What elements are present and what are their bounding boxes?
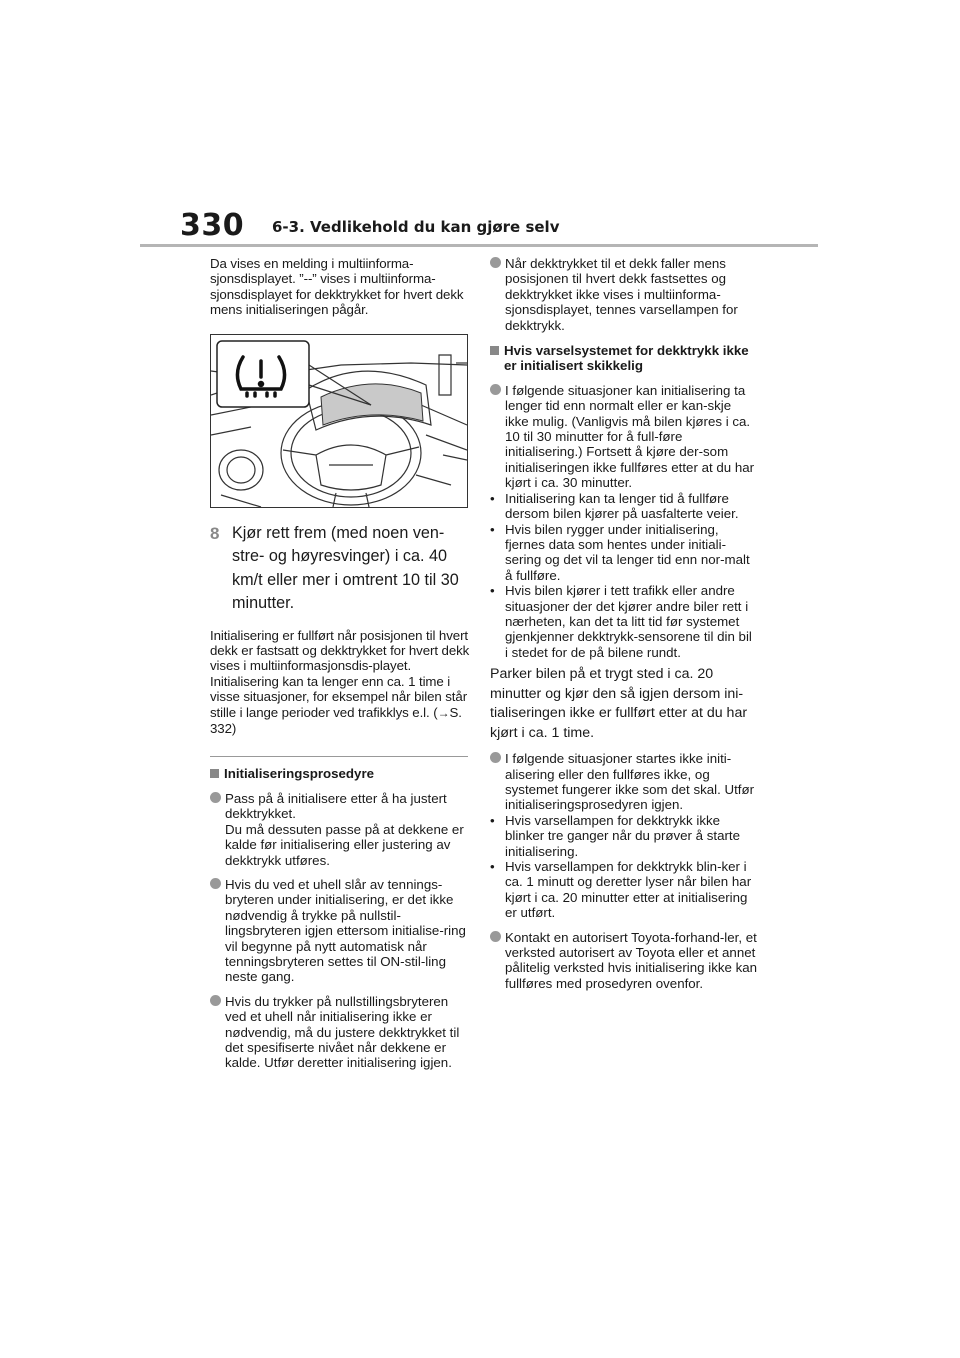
procedure-heading [210, 766, 472, 781]
dash-item [490, 522, 758, 584]
step-8 [210, 522, 472, 616]
dash-text: Hvis varsellampen for dekktrykk blin-ker i ca. 1 minutt og deretter lyser når bilen har kjørt i ca. 20 minutter etter at initialisering er utført. [505, 859, 752, 921]
step-text: Kjør rett frem (med noen ven-stre- og høyresvinger) i ca. 40 km/t eller mer i omtrent 10 til 30 minutter. [232, 523, 459, 613]
right-column [490, 256, 758, 991]
bullet-text: Pass på å initialisere etter å ha justert dekktrykket. Du må dessuten passe på at dekkene er kalde før initialisering eller justering av dekktrykk utføres. [225, 790, 464, 868]
bullet-text: I følgende situasjoner kan initialisering ta lenger tid enn normalt eller er kan-skje ikke mulig. (Vanligvis må bilen kjøres i ca. 10 til 30 minutter for å full-føre initialisering.) Fortsett å kjøre der-som initialiseringen ikke fullføres etter at du har kjørt i ca. 30 minutter. [505, 382, 755, 491]
failure-heading-text: Hvis varselsystemet for dekktrykk ikke er initialisert skikkelig [504, 343, 749, 374]
bullet-text: Hvis du trykker på nullstillingsbryteren ved et uhell når initialisering ikke er nødvendig, må du justere dekktrykket til det spesifiserte nivået når dekkene er kalde. Utfør deretter initialisering igjen. [225, 993, 460, 1071]
bullet-item [490, 930, 758, 992]
dashboard-illustration [210, 334, 468, 508]
step-note-text: Initialisering er fullført når posisjonen til hvert dekk er fastsatt og dekktrykket for hvert dekk vises i multiinformasjonsdis-playet. Initialisering kan ta lenger enn ca. 1 time i visse situasjoner, for eksempel når bilen står stille i lange perioder ved trafikklys e.l. ( [210, 627, 470, 720]
circle-bullet-icon [490, 931, 501, 942]
page-number: 330 [180, 208, 245, 243]
step-number: 8 [210, 523, 220, 543]
square-bullet-icon [490, 346, 499, 355]
bullet-item [490, 383, 758, 491]
step-note [210, 628, 472, 737]
bullet-text: Kontakt en autorisert Toyota-forhand-ler, et verksted autorisert av Toyota eller et annet pålitelig verksted hvis initialisering ikke kan fullføres med prosedyren ovenfor. [505, 929, 758, 991]
dash-bullet: • [490, 812, 495, 828]
dash-text: Hvis bilen rygger under initialisering, fjernes data som hentes under initiali-sering og det vil ta lenger tid enn nor-malt å fullføre. [505, 521, 750, 583]
bullet-item [210, 994, 472, 1071]
bullet-text: Hvis du ved et uhell slår av tennings-bryteren under initialisering, er det ikke nødvendig å trykke på nullstil-lingsbryteren igjen ettersom initialise-ring vil begynne på nytt automatisk når tenningsbryteren settes til ON-stil-ling neste gang. [225, 876, 466, 985]
bullet-item [210, 791, 472, 868]
left-column [210, 256, 472, 1071]
section-title: 6-3. Vedlikehold du kan gjøre selv [272, 218, 560, 236]
dashboard-drawing [211, 335, 467, 507]
bullet-text: I følgende situasjoner startes ikke initi-alisering eller den fullføres ikke, og systemet fungerer ikke som det skal. Utfør initialiseringsprosedyren igjen. [505, 751, 755, 813]
circle-bullet-icon [210, 792, 221, 803]
circle-bullet-icon [490, 384, 501, 395]
dash-bullet: • [490, 859, 495, 874]
section-divider [210, 756, 468, 757]
intro-paragraph: Da vises en melding i multiinforma-sjonsdisplayet. ”--” vises i multiinforma-sjonsdisplayet for dekktrykket for hvert dekk mens initialiseringen pågår. [210, 256, 464, 318]
circle-bullet-icon [490, 752, 501, 763]
dash-text: Hvis varsellampen for dekktrykk ikke blinker tre ganger når du prøver å starte initialisering. [505, 812, 741, 859]
page-header [0, 0, 960, 250]
dash-item [490, 813, 758, 859]
page-reference[interactable]: S. 332) [210, 704, 462, 737]
header-divider [140, 244, 818, 247]
circle-bullet-icon [490, 257, 501, 268]
dash-bullet: • [490, 521, 495, 537]
dash-text: Initialisering kan ta lenger tid å fullføre dersom bilen kjører på uasfalterte veier. [505, 490, 739, 522]
circle-bullet-icon [210, 995, 221, 1006]
bullet-text: Når dekktrykket til et dekk faller mens posisjonen til hvert dekk fastsettes og dekktrykket ikke vises i multiinforma-sjonsdisplayet, tennes varsellampen for dekktrykk. [505, 256, 738, 333]
park-paragraph: Parker bilen på et trygt sted i ca. 20 minutter og kjør den så igjen dersom ini-tialiseringen ikke er fullført etter at du har kjørt i ca. 1 time. [490, 666, 748, 741]
square-bullet-icon [210, 769, 219, 778]
dash-text: Hvis bilen kjører i tett trafikk eller andre situasjoner der det kjører andre biler rett i nærheten, kan det ta litt tid før systemet gjenkjenner dekktrykk-sensorene til din bil i stedet for de på bilene rundt. [505, 583, 752, 660]
dash-item [490, 583, 758, 660]
bullet-item [210, 877, 472, 985]
failure-heading [490, 343, 758, 374]
circle-bullet-icon [210, 878, 221, 889]
dash-bullet: • [490, 583, 495, 599]
bullet-item [490, 751, 758, 813]
reference-arrow: → [437, 705, 450, 720]
bullet-item [490, 256, 758, 333]
dash-item [490, 491, 758, 522]
dash-item [490, 859, 758, 921]
procedure-heading-text: Initialiseringsprosedyre [224, 766, 375, 782]
dash-bullet: • [490, 490, 495, 506]
